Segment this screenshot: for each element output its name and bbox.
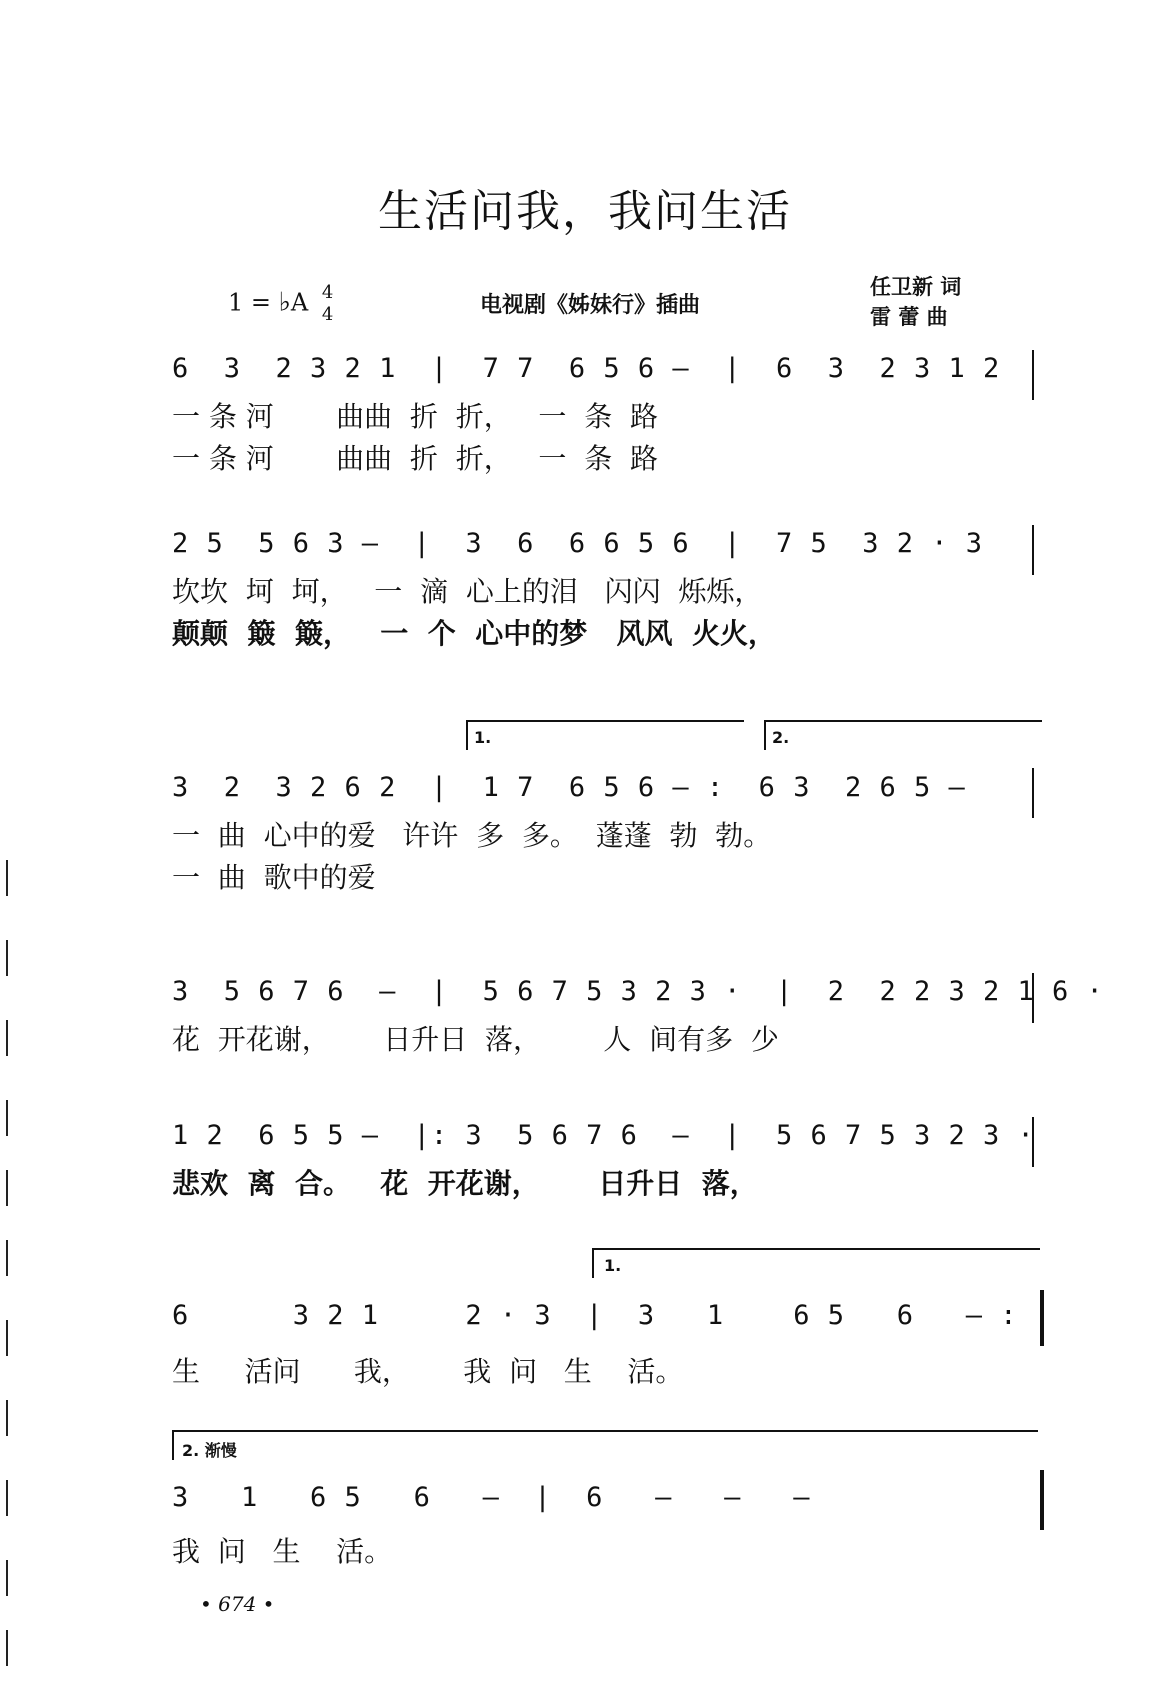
margin-mark [6, 1020, 8, 1056]
lyrics-verse-1: 一 曲 心中的爱 许许 多 多。 蓬蓬 勃 勃。 [172, 819, 772, 852]
volta-label-1: 1. [474, 728, 492, 747]
notation-line: 3 2 3 2 6 2 | 1 7 6 5 6 — : 6 3 2 6 5 — [172, 772, 966, 803]
margin-mark [6, 1630, 8, 1666]
lyrics-verse-1: 一 条 河 曲曲 折 折， 一 条 路 [172, 400, 659, 433]
volta-bracket-2 [172, 1430, 1038, 1460]
lyrics-verse-2: 颠颠 簸 簸， 一 个 心中的梦 风风 火火， [172, 617, 776, 650]
volta-bracket-1 [466, 720, 744, 750]
volta-label-2: 2. [772, 728, 790, 747]
margin-mark [6, 1320, 8, 1356]
song-title: 生活问我，我问生活 [378, 186, 792, 237]
barline [1032, 525, 1034, 575]
lyrics-verse-1: 悲欢 离 合。 花 开花谢， 日升日 落， [172, 1167, 758, 1200]
page-number: • 674 • [200, 1592, 275, 1616]
volta-bracket-1 [592, 1248, 1040, 1278]
barline [1032, 1117, 1034, 1167]
final-barline [1040, 1470, 1044, 1530]
volta-label-1: 1. [604, 1256, 622, 1275]
repeat-end-barline [1040, 1290, 1044, 1346]
margin-mark [6, 1400, 8, 1436]
lyrics-verse-1: 我 问 生 活。 [172, 1535, 393, 1568]
barline [1032, 973, 1034, 1023]
margin-mark [6, 860, 8, 896]
key-signature [228, 282, 333, 326]
volta-label-2: 2. 渐慢 [182, 1441, 237, 1460]
notation-line: 2 5 5 6 3 — | 3 6 6 6 5 6 | 7 5 3 2 · 3 [172, 528, 984, 559]
time-top: 4 [321, 282, 334, 303]
notation-line: 6 3 2 3 2 1 | 7 7 6 5 6 — | 6 3 2 3 1 2 [172, 353, 1001, 384]
margin-mark [6, 1480, 8, 1516]
notation-line: 6 3 2 1 2 · 3 | 3 1 6 5 6 — : [172, 1300, 1018, 1331]
lyrics-verse-1: 生 活问 我， 我 问 生 活。 [172, 1355, 684, 1388]
margin-mark [6, 1170, 8, 1206]
notation-line: 3 5 6 7 6 — | 5 6 7 5 3 2 3 · | 2 2 2 3 2 1 6 · [172, 976, 1104, 1007]
notation-line: 3 1 6 5 6 — | 6 — — — [172, 1482, 811, 1513]
lyrics-verse-2: 一 曲 歌中的爱 [172, 861, 376, 894]
notation-line: 1 2 6 5 5 — |: 3 5 6 7 6 — | 5 6 7 5 3 2 3 · [172, 1120, 1035, 1151]
barline [1032, 768, 1034, 818]
barline [1032, 350, 1034, 400]
time-signature [322, 282, 333, 326]
margin-mark [6, 1240, 8, 1276]
lyrics-verse-1: 坎坎 坷 坷， 一 滴 心上的泪 闪闪 烁烁， [172, 575, 763, 608]
lyrics-verse-1: 花 开花谢， 日升日 落， 人 间有多 少 [172, 1023, 779, 1056]
song-subtitle: 电视剧《姊妹行》插曲 [480, 293, 701, 318]
key-prefix: 1 = [228, 288, 279, 317]
lyricist-credit: 任卫新 词 [870, 275, 962, 299]
key-note: A [290, 288, 309, 317]
margin-mark [6, 1100, 8, 1136]
composer-credit: 雷 蕾 曲 [870, 305, 948, 329]
flat-icon: ♭ [278, 287, 291, 318]
margin-mark [6, 1560, 8, 1596]
lyrics-verse-2: 一 条 河 曲曲 折 折， 一 条 路 [172, 442, 659, 475]
credits [870, 272, 961, 332]
margin-mark [6, 940, 8, 976]
time-bottom: 4 [321, 304, 334, 325]
volta-bracket-2 [764, 720, 1042, 750]
